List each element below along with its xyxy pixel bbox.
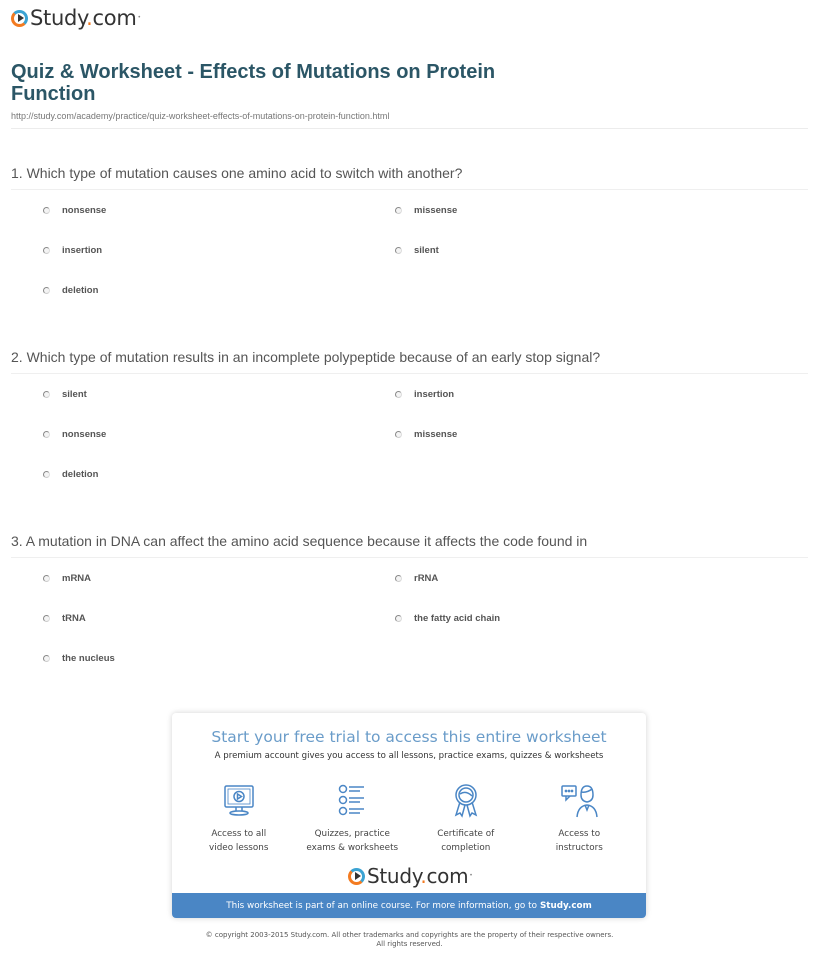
radio-button[interactable] [43,615,50,622]
answer-option[interactable] [43,389,87,400]
answer-label: deletion [62,285,99,296]
radio-button[interactable] [43,287,50,294]
answer-label: missense [414,429,458,440]
radio-button[interactable] [395,575,402,582]
instructor-chat-icon [559,781,599,821]
answer-option[interactable] [43,613,86,624]
answer-label: nonsense [62,429,107,440]
feature-instructors [524,781,634,855]
question-3 [11,532,808,678]
question-text: 2. Which type of mutation results in an incomplete polypeptide because of an early stop signal? [11,349,601,365]
question-2 [11,348,808,494]
radio-button[interactable] [43,391,50,398]
feature-certificate [411,781,521,855]
study-logo[interactable] [11,6,141,30]
quiz-list-icon [332,781,372,821]
radio-button[interactable] [43,471,50,478]
answer-option[interactable] [395,573,438,584]
answer-label: the nucleus [62,653,115,664]
radio-button[interactable] [43,247,50,254]
question-text: 3. A mutation in DNA can affect the amino acid sequence because it affects the code found in [11,533,588,549]
radio-button[interactable] [395,247,402,254]
answer-option[interactable] [43,429,106,440]
rights-reserved-line: All rights reserved. [376,940,443,948]
feature-list [172,781,646,855]
answer-label: silent [62,389,87,400]
answer-label: silent [414,245,439,256]
free-trial-title: Start your free trial to access this entire worksheet [211,728,607,746]
free-trial-card [172,713,646,918]
feature-label: Certificate of completion [437,829,495,853]
radio-button[interactable] [395,615,402,622]
answer-option[interactable] [395,429,457,440]
answer-option[interactable] [43,573,91,584]
feature-quizzes [297,781,407,855]
copyright-footer [0,931,819,949]
answer-option[interactable] [395,613,500,624]
answer-option[interactable] [43,245,102,256]
logo-wordmark: Study.com• [367,864,473,888]
radio-button[interactable] [43,655,50,662]
video-monitor-icon [219,781,259,821]
radio-button[interactable] [43,575,50,582]
page-url: http://study.com/academy/practice/quiz-worksheet-effects-of-mutations-on-protein-function.html [11,111,390,121]
band-text: This worksheet is part of an online course. For more information, go to [226,900,537,911]
radio-button[interactable] [43,431,50,438]
certificate-ribbon-icon [446,781,486,821]
answer-label: tRNA [62,613,86,624]
feature-label: Access to all video lessons [209,829,269,853]
copyright-line: © copyright 2003-2015 Study.com. All other trademarks and copyrights are the property of their respective owners. [205,931,614,939]
answer-label: insertion [62,245,103,256]
radio-button[interactable] [395,207,402,214]
answer-label: deletion [62,469,99,480]
answer-label: rRNA [414,573,439,584]
answer-label: mRNA [62,573,92,584]
header-divider [11,128,808,129]
answer-label: nonsense [62,205,107,216]
feature-video-lessons [184,781,294,855]
answer-option[interactable] [43,469,98,480]
radio-button[interactable] [43,207,50,214]
answer-label: missense [414,205,458,216]
page-title: Quiz & Worksheet - Effects of Mutations on Protein Function [11,61,496,105]
free-trial-subtitle: A premium account gives you access to all lessons, practice exams, quizzes & worksheets [214,751,604,761]
answer-option[interactable] [43,653,115,664]
answer-label: insertion [414,389,455,400]
radio-button[interactable] [395,391,402,398]
answer-option[interactable] [395,205,457,216]
answer-option[interactable] [43,205,106,216]
logo-wordmark: Study.com• [30,6,141,30]
course-info-band [172,893,646,918]
feature-label: Access to instructors [555,829,603,853]
answer-option[interactable] [43,285,98,296]
feature-label: Quizzes, practice exams & worksheets [306,829,399,853]
answer-option[interactable] [395,245,439,256]
card-study-logo[interactable] [348,865,473,887]
study-com-link[interactable]: Study.com [539,900,592,911]
play-logo-icon [11,10,28,27]
question-1 [11,164,808,310]
radio-button[interactable] [395,431,402,438]
play-logo-icon [348,868,365,885]
question-text: 1. Which type of mutation causes one amino acid to switch with another? [11,165,463,181]
answer-option[interactable] [395,389,454,400]
answer-label: the fatty acid chain [414,613,501,624]
